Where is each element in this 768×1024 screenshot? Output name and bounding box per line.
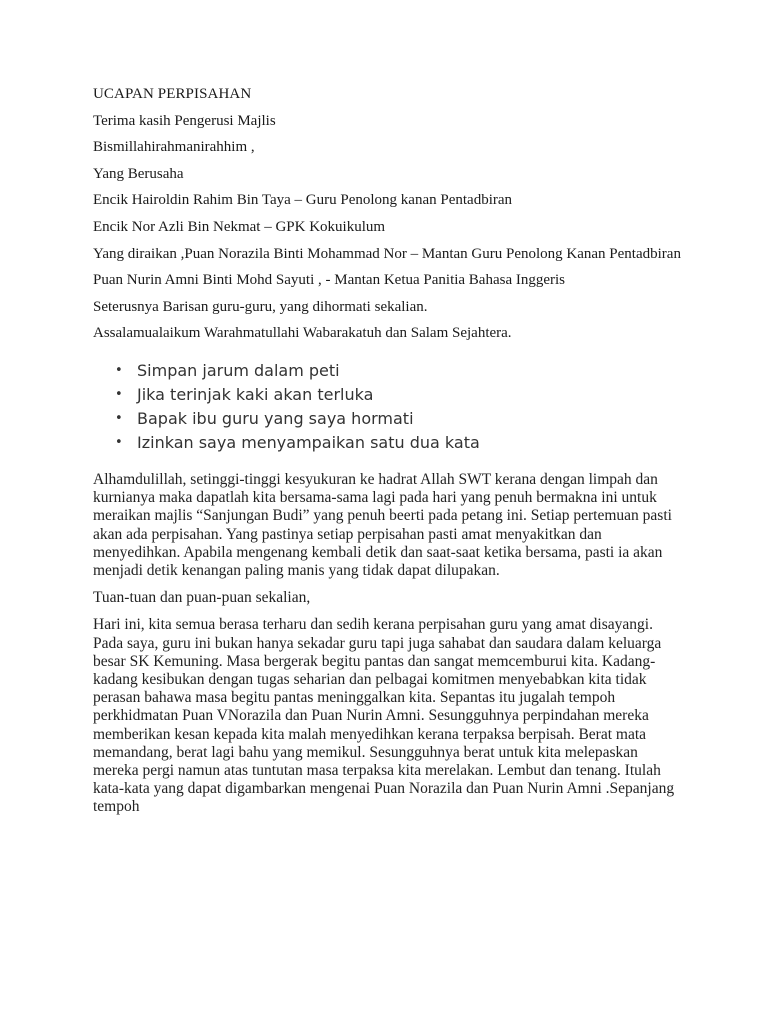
opening-line: Puan Nurin Amni Binti Mohd Sayuti , - Mantan Ketua Panitia Bahasa Inggeris xyxy=(93,272,566,289)
opening-line: Yang diraikan ,Puan Norazila Binti Mohammad Nor – Mantan Guru Penolong Kanan Pentadbiran xyxy=(93,245,681,262)
bullet-icon: • xyxy=(115,386,123,402)
bullet-icon: • xyxy=(115,362,123,378)
body-paragraph: Alhamdulillah, setinggi-tinggi kesyukuran ke hadrat Allah SWT kerana dengan limpah dan kurnianya maka dapatlah kita bersama-sama lagi pada hari yang penuh bermakna ini untuk meraikan majlis “Sanjungan Budi” yang penuh beerti pada petang ini. Setiap pertemuan pasti akan ada perpisahan. Yang pastinya setiap perpisahan pasti amat menyakitkan dan menyedihkan. Apabila mengenang kembali detik dan saat-saat ketika bersama, pasti ia akan menjadi detik kenangan paling manis yang tidak dapat dilupakan. xyxy=(93,470,672,579)
body-paragraph: Hari ini, kita semua berasa terharu dan sedih kerana perpisahan guru yang amat disayangi. Pada saya, guru ini bukan hanya sekadar guru tapi juga sahabat dan saudara dalam keluarga besar SK Kemuning. Masa bergerak begitu pantas dan sangat memcemburui kita. Kadang-kadang kesibukan dengan tugas seharian dan pelbagai komitmen menyebabkan kita tidak perasan bahawa masa begitu pantas meninggalkan kita. Sepantas itu jugalah tempoh perkhidmatan Puan VNorazila dan Puan Nurin Amni. Sesungguhnya perpindahan mereka memberikan kesan kepada kita malah menyedihkan kerana terpaksa berpisah. Berat mata memandang, berat lagi bahu yang memikul. Sesungguhnya berat untuk kita melepaskan mereka pergi namun atas tuntutan masa terpaksa kita merelakan. Lembut dan tenang. Itulah kata-kata yang dapat digambarkan mengenai Puan Norazila dan Puan Nurin Amni .Sepanjang tempoh xyxy=(93,616,675,816)
opening-line: Seterusnya Barisan guru-guru, yang dihormati sekalian. xyxy=(93,298,428,315)
opening-line: Assalamualaikum Warahmatullahi Wabarakatuh dan Salam Sejahtera. xyxy=(93,325,512,342)
opening-line: Terima kasih Pengerusi Majlis xyxy=(93,112,276,129)
pantun-line: Bapak ibu guru yang saya hormati xyxy=(137,408,414,428)
pantun-item xyxy=(115,359,683,383)
document-body xyxy=(93,86,683,826)
pantun-item xyxy=(115,431,683,455)
pantun-item xyxy=(115,407,683,431)
opening-section xyxy=(93,113,683,343)
opening-line: Bismillahirahmanirahhim , xyxy=(93,139,255,156)
document-title: UCAPAN PERPISAHAN xyxy=(93,86,252,102)
bullet-icon: • xyxy=(115,410,123,426)
pantun-item xyxy=(115,383,683,407)
speech-body xyxy=(93,471,683,817)
bullet-icon: • xyxy=(115,434,123,450)
pantun-list xyxy=(93,359,683,455)
opening-line: Encik Hairoldin Rahim Bin Taya – Guru Penolong kanan Pentadbiran xyxy=(93,192,513,209)
pantun-line: Izinkan saya menyampaikan satu dua kata xyxy=(137,432,480,452)
pantun-line: Simpan jarum dalam peti xyxy=(137,360,340,380)
opening-line: Encik Nor Azli Bin Nekmat – GPK Kokuikulum xyxy=(93,218,386,235)
opening-line: Yang Berusaha xyxy=(93,165,184,182)
pantun-line: Jika terinjak kaki akan terluka xyxy=(137,384,374,404)
body-paragraph: Tuan-tuan dan puan-puan sekalian, xyxy=(93,589,311,607)
